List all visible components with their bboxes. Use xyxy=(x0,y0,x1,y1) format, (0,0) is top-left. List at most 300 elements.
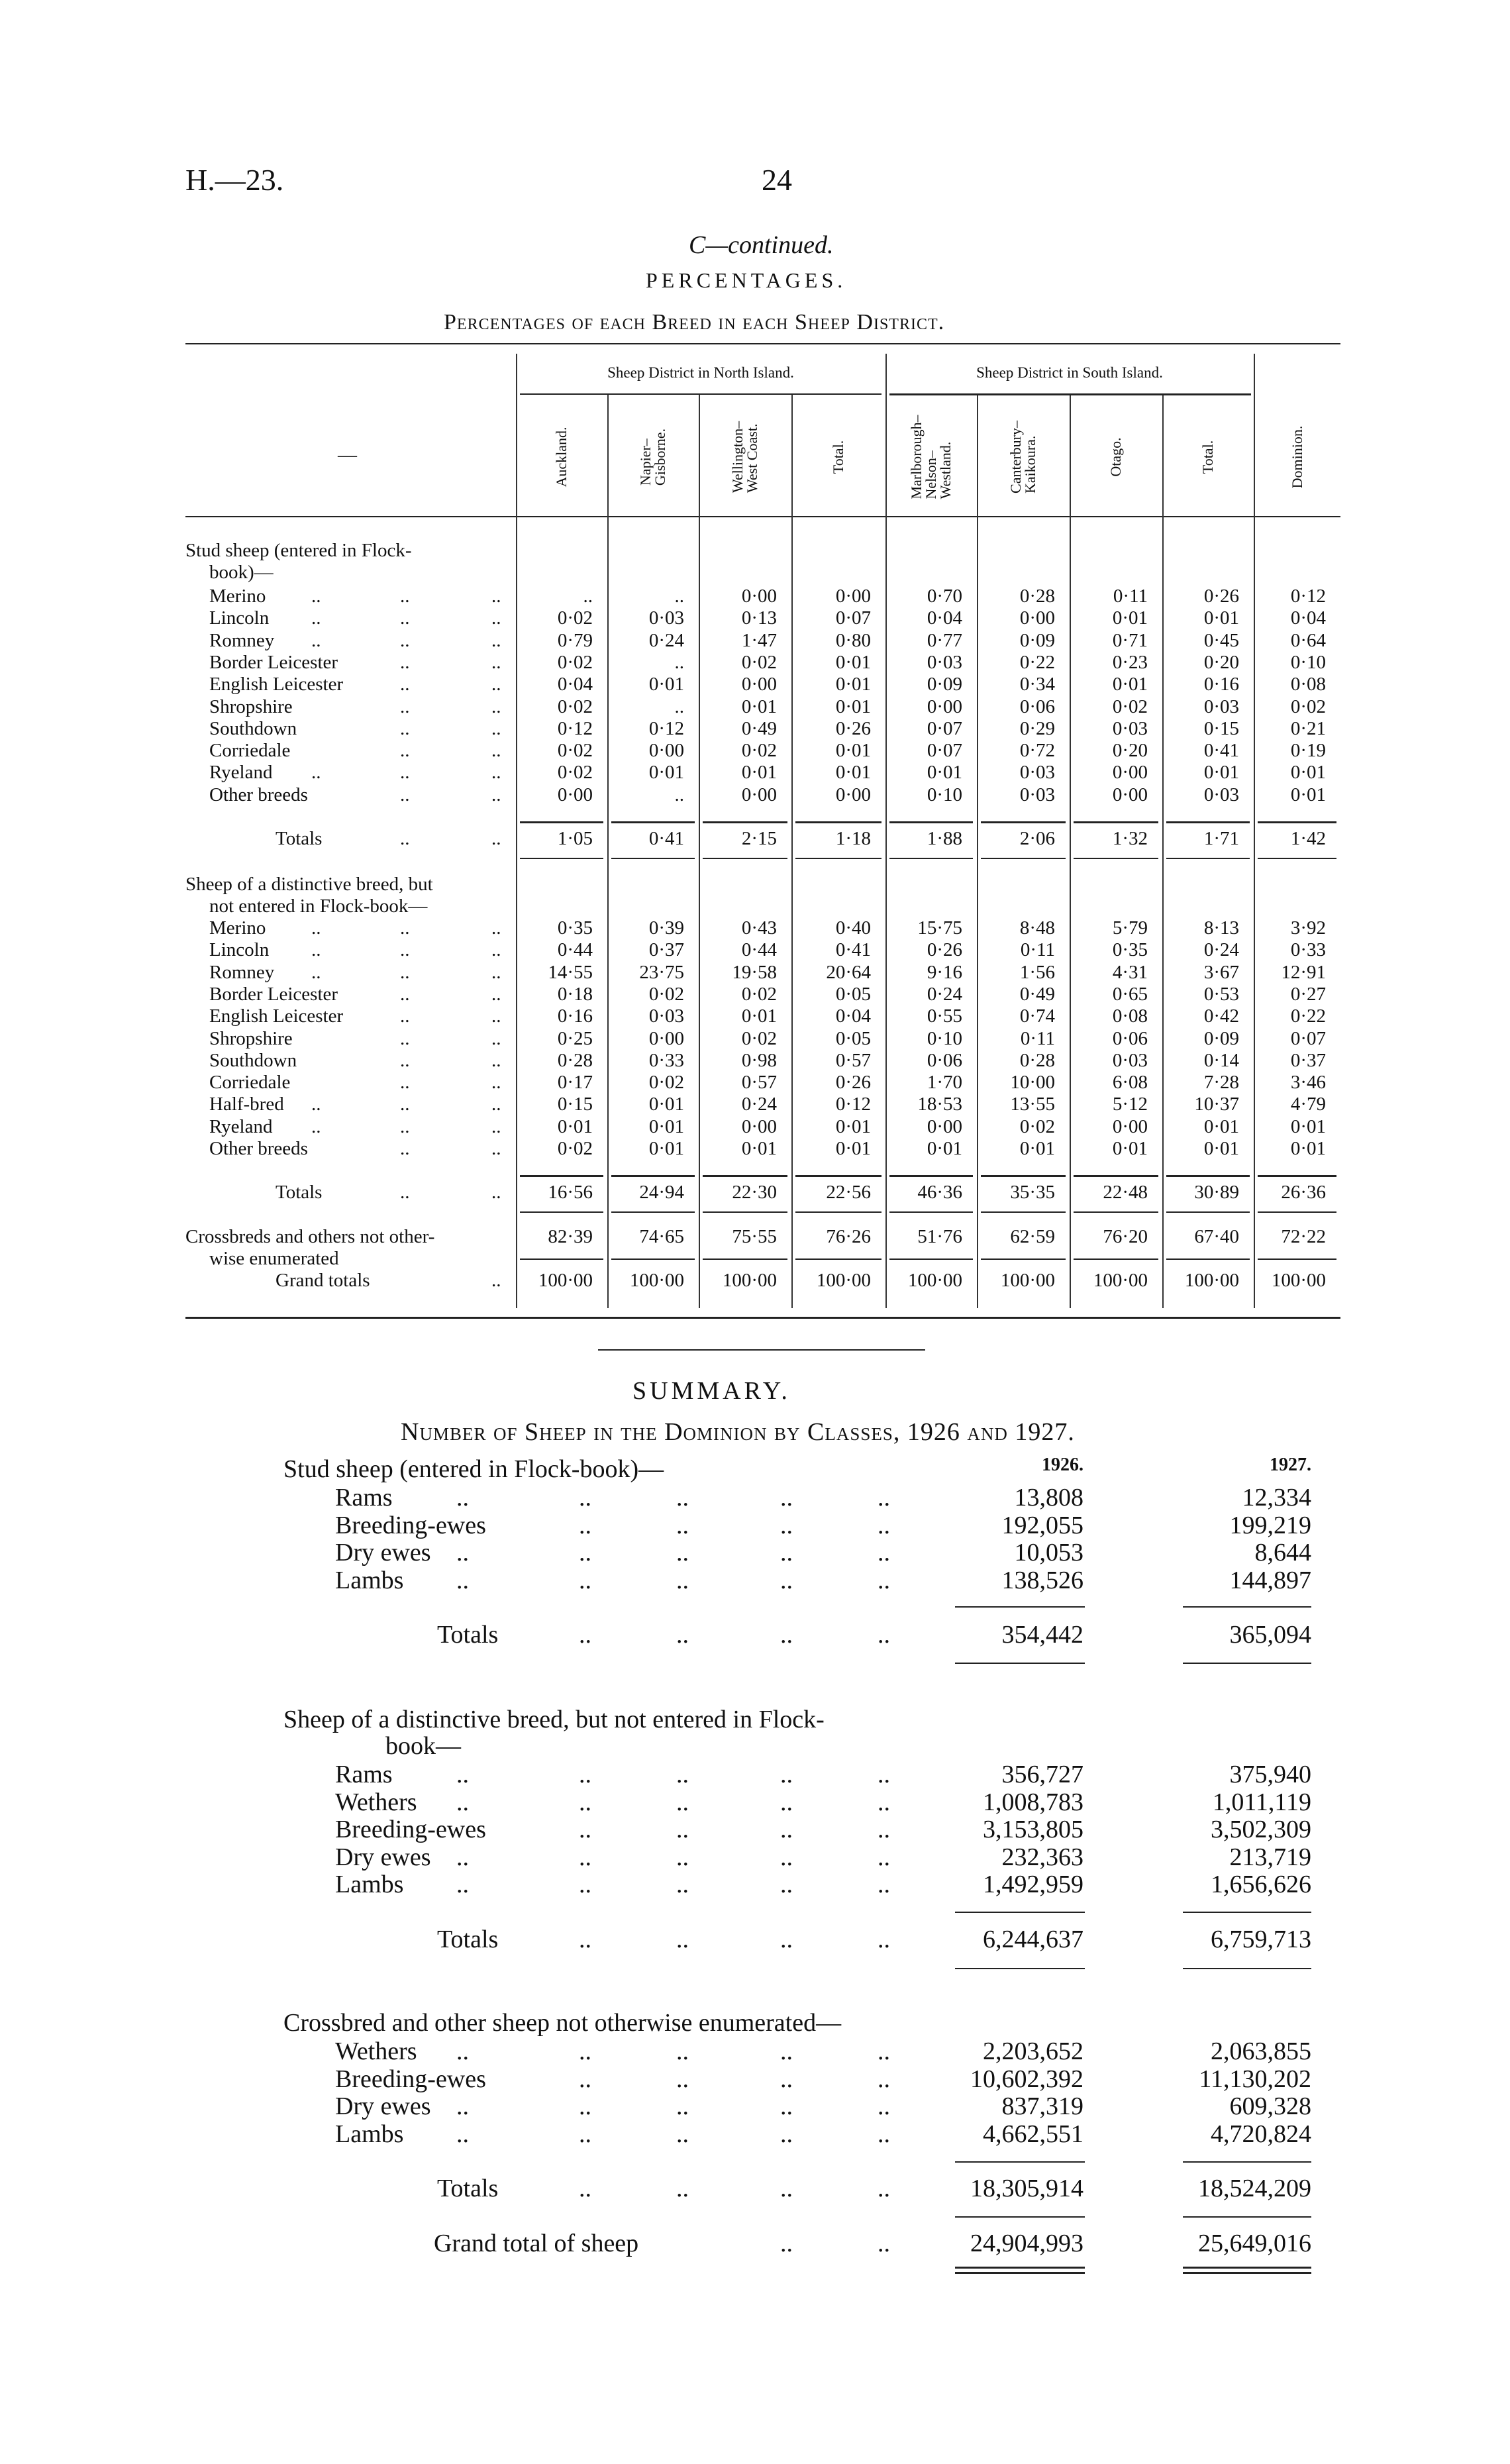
year-1926: 1926. xyxy=(1042,1455,1083,1475)
cell-value: 0·01 xyxy=(741,1138,777,1159)
cell-value: 22·30 xyxy=(732,1182,777,1203)
cell-value: 0·16 xyxy=(1203,674,1239,695)
cell-value: 0·02 xyxy=(1112,695,1148,717)
cell-value: 15·75 xyxy=(917,917,962,939)
rule xyxy=(1166,1211,1250,1213)
value-1926: 232,363 xyxy=(1001,1843,1083,1871)
leader-dots: .. xyxy=(491,784,501,805)
leader-dots: .. xyxy=(780,2120,793,2148)
cell-value: 0·17 xyxy=(557,1072,593,1094)
leader-dots: .. xyxy=(400,586,410,607)
rule xyxy=(611,1211,695,1213)
rule xyxy=(889,821,973,823)
cell-value: 0·06 xyxy=(1112,1027,1148,1049)
cell-value: 0·07 xyxy=(927,717,962,739)
cell-value: .. xyxy=(674,651,684,673)
cell-value: 0·33 xyxy=(1290,939,1326,961)
column-header: Wellington– West Coast. xyxy=(729,421,760,493)
cell-value: 0·41 xyxy=(835,939,871,961)
cell-value: 0·03 xyxy=(1019,762,1055,784)
cell-value: 0·01 xyxy=(1112,607,1148,629)
cell-value: 3·67 xyxy=(1203,961,1239,983)
cell-value: 0·22 xyxy=(1019,651,1055,673)
rule xyxy=(1183,1912,1311,1913)
cell-value: 0·00 xyxy=(927,695,962,717)
cell-value: 0·49 xyxy=(741,717,777,739)
cell-value: 0·26 xyxy=(1203,586,1239,607)
cell-value: 0·77 xyxy=(927,629,962,651)
cell-value: 0·12 xyxy=(1290,586,1326,607)
row-label: Lincoln xyxy=(209,607,270,629)
leader-dots: .. xyxy=(311,917,321,939)
value-1926: 3,153,805 xyxy=(983,1816,1083,1843)
cell-value: 0·11 xyxy=(1113,586,1148,607)
cell-value: 0·98 xyxy=(741,1049,777,1071)
rule xyxy=(795,1175,881,1177)
section-heading: not entered in Flock-book— xyxy=(209,896,428,917)
cell-value: 0·11 xyxy=(1020,939,1055,961)
leader-dots: .. xyxy=(579,1621,591,1649)
divider xyxy=(598,1349,925,1351)
cell-value: 0·01 xyxy=(648,1094,684,1115)
leader-dots: .. xyxy=(579,1816,591,1843)
leader-dots: .. xyxy=(676,1925,689,1953)
totals-label: Totals xyxy=(437,2175,499,2202)
leader-dots: .. xyxy=(878,1484,890,1512)
rule xyxy=(703,858,787,859)
leader-dots: .. xyxy=(780,2175,793,2202)
row-label: English Leicester xyxy=(209,674,344,695)
value-1926: 1,492,959 xyxy=(983,1871,1083,1898)
row-label: Border Leicester xyxy=(209,651,338,673)
cell-value: 0·22 xyxy=(1290,1005,1326,1027)
cell-value: 67·40 xyxy=(1194,1226,1239,1247)
leader-dots: .. xyxy=(676,2120,689,2148)
value-1926: 18,305,914 xyxy=(970,2175,1083,2202)
leader-dots: .. xyxy=(456,1761,469,1788)
leader-dots: .. xyxy=(780,2065,793,2093)
cell-value: 35·35 xyxy=(1010,1182,1055,1203)
section-heading: Sheep of a distinctive breed, but not entered in Flock- xyxy=(283,1706,825,1733)
cell-value: 0·01 xyxy=(1290,1115,1326,1137)
cell-value: 0·01 xyxy=(835,1115,871,1137)
rule xyxy=(1258,821,1336,823)
leader-dots: .. xyxy=(878,2230,890,2257)
rule xyxy=(955,2267,1085,2269)
cell-value: 0·37 xyxy=(1290,1049,1326,1071)
cell-value: 0·01 xyxy=(648,1138,684,1159)
leader-dots: .. xyxy=(878,1539,890,1566)
row-label: Dry ewes xyxy=(335,2092,431,2120)
cell-value: 0·71 xyxy=(1112,629,1148,651)
leader-dots: .. xyxy=(491,983,501,1005)
row-label: Romney xyxy=(209,961,275,983)
cell-value: 1·42 xyxy=(1290,828,1326,849)
row-label: Shropshire xyxy=(209,695,293,717)
cell-value: 0·00 xyxy=(927,1115,962,1137)
rule xyxy=(1074,858,1158,859)
column-header: Total. xyxy=(1199,440,1216,474)
rule xyxy=(1183,1968,1311,1969)
row-label: Merino xyxy=(209,917,266,939)
cell-value: 100·00 xyxy=(722,1270,777,1291)
cell-value: 0·02 xyxy=(741,740,777,762)
leader-dots: .. xyxy=(676,1621,689,1649)
cell-value: 0·01 xyxy=(1203,762,1239,784)
cell-value: 0·24 xyxy=(648,629,684,651)
cell-value: 0·07 xyxy=(1290,1027,1326,1049)
cell-value: 24·94 xyxy=(639,1182,684,1203)
leader-dots: .. xyxy=(456,1539,469,1566)
leader-dots: .. xyxy=(491,762,501,784)
value-1926: 2,203,652 xyxy=(983,2037,1083,2065)
leader-dots: .. xyxy=(400,1138,410,1159)
row-label: Wethers xyxy=(335,2037,417,2065)
section-heading: Stud sheep (entered in Flock-book)— xyxy=(283,1455,664,1483)
leader-dots: .. xyxy=(400,607,410,629)
cell-value: 0·04 xyxy=(927,607,962,629)
cell-value: 0·01 xyxy=(835,762,871,784)
cell-value: 0·57 xyxy=(835,1049,871,1071)
cell-value: 0·55 xyxy=(927,1005,962,1027)
cell-value: 6·08 xyxy=(1112,1072,1148,1094)
leader-dots: .. xyxy=(491,917,501,939)
rule xyxy=(795,1258,881,1260)
leader-dots: .. xyxy=(780,1566,793,1594)
cell-value: 0·14 xyxy=(1203,1049,1239,1071)
cell-value: 0·53 xyxy=(1203,983,1239,1005)
group-south: Sheep District in South Island. xyxy=(976,364,1163,381)
cell-value: 0·12 xyxy=(557,717,593,739)
cell-value: 10·00 xyxy=(1010,1072,1055,1094)
cell-value: 100·00 xyxy=(907,1270,962,1291)
cell-value: 0·21 xyxy=(1290,717,1326,739)
value-1927: 4,720,824 xyxy=(1211,2120,1311,2148)
cell-value: 5·79 xyxy=(1112,917,1148,939)
cell-value: 0·20 xyxy=(1112,740,1148,762)
cell-value: 82·39 xyxy=(548,1226,593,1247)
leader-dots: .. xyxy=(676,1788,689,1816)
leader-dots: .. xyxy=(491,1005,501,1027)
cell-value: 0·02 xyxy=(557,607,593,629)
cell-value: 0·72 xyxy=(1019,740,1055,762)
cell-value: 0·45 xyxy=(1203,629,1239,651)
rule xyxy=(1183,2161,1311,2163)
cell-value: 0·26 xyxy=(927,939,962,961)
cell-value: 1·70 xyxy=(927,1072,962,1094)
value-1927: 12,334 xyxy=(1242,1484,1311,1512)
leader-dots: .. xyxy=(780,1925,793,1953)
leader-dots: .. xyxy=(878,1788,890,1816)
cell-value: 0·26 xyxy=(835,717,871,739)
rule xyxy=(1166,858,1250,859)
cell-value: 0·41 xyxy=(648,828,684,849)
rule xyxy=(1258,858,1336,859)
cell-value: 1·47 xyxy=(741,629,777,651)
cell-value: 0·65 xyxy=(1112,983,1148,1005)
totals-label: Totals xyxy=(276,1182,323,1203)
row-label: Other breeds xyxy=(209,784,308,805)
cell-value: 72·22 xyxy=(1281,1226,1326,1247)
leader-dots: .. xyxy=(878,1925,890,1953)
cell-value: 100·00 xyxy=(629,1270,684,1291)
cell-value: 0·02 xyxy=(648,1072,684,1094)
section-heading: Crossbred and other sheep not otherwise enumerated— xyxy=(283,2009,842,2037)
column-header: Auckland. xyxy=(553,427,570,488)
value-1926: 837,319 xyxy=(1001,2092,1083,2120)
column-divider xyxy=(1070,395,1071,1308)
rule xyxy=(520,1175,603,1177)
cell-value: 0·02 xyxy=(741,1027,777,1049)
value-1926: 10,602,392 xyxy=(970,2065,1083,2093)
rule xyxy=(1258,1258,1336,1260)
rule xyxy=(1183,1663,1311,1664)
cell-value: 100·00 xyxy=(1184,1270,1239,1291)
cell-value: 0·26 xyxy=(835,1072,871,1094)
cell-value: 0·01 xyxy=(1290,1138,1326,1159)
cell-value: 0·10 xyxy=(927,1027,962,1049)
value-1927: 3,502,309 xyxy=(1211,1816,1311,1843)
rule xyxy=(795,1211,881,1213)
value-1927: 11,130,202 xyxy=(1199,2065,1311,2093)
column-header: Napier– Gisborne. xyxy=(637,428,668,486)
leader-dots: .. xyxy=(400,651,410,673)
rule xyxy=(889,1258,973,1260)
cell-value: 0·00 xyxy=(648,740,684,762)
leader-dots: .. xyxy=(456,1871,469,1898)
rule xyxy=(1166,1175,1250,1177)
rule xyxy=(185,1317,1340,1319)
cell-value: 0·49 xyxy=(1019,983,1055,1005)
cell-value: 0·01 xyxy=(741,762,777,784)
cell-value: 3·46 xyxy=(1290,1072,1326,1094)
cell-value: 0·40 xyxy=(835,917,871,939)
leader-dots: .. xyxy=(878,1816,890,1843)
cell-value: 1·32 xyxy=(1112,828,1148,849)
rule xyxy=(611,821,695,823)
cell-value: 76·20 xyxy=(1103,1226,1148,1247)
rule xyxy=(889,1211,973,1213)
row-label: Wethers xyxy=(335,1788,417,1816)
value-1926: 192,055 xyxy=(1001,1511,1083,1539)
leader-dots: .. xyxy=(878,1566,890,1594)
value-1926: 354,442 xyxy=(1001,1621,1083,1649)
cell-value: 19·58 xyxy=(732,961,777,983)
cell-value: .. xyxy=(674,784,684,805)
cell-value: 0·01 xyxy=(557,1115,593,1137)
cell-value: 0·03 xyxy=(1112,1049,1148,1071)
page-reference: H.—23. xyxy=(185,163,284,197)
leader-dots: .. xyxy=(878,1843,890,1871)
leader-dots: .. xyxy=(400,1115,410,1137)
leader-dots: .. xyxy=(878,1621,890,1649)
cell-value: 0·11 xyxy=(1020,1027,1055,1049)
leader-dots: .. xyxy=(579,1788,591,1816)
leader-dots: .. xyxy=(400,784,410,805)
rule xyxy=(1183,2216,1311,2218)
leader-dots: .. xyxy=(491,1270,501,1291)
cell-value: 0·01 xyxy=(835,1138,871,1159)
cell-value: 0·01 xyxy=(927,1138,962,1159)
column-divider xyxy=(1162,395,1164,1308)
row-label: Breeding-ewes xyxy=(335,1816,486,1843)
leader-dots: .. xyxy=(780,1511,793,1539)
value-1926: 1,008,783 xyxy=(983,1788,1083,1816)
leader-dots: .. xyxy=(780,1843,793,1871)
cell-value: 0·08 xyxy=(1290,674,1326,695)
cell-value: 0·00 xyxy=(648,1027,684,1049)
cell-value: 0·01 xyxy=(1203,1115,1239,1137)
cell-value: 1·88 xyxy=(927,828,962,849)
cell-value: 0·03 xyxy=(1203,695,1239,717)
cell-value: 1·18 xyxy=(835,828,871,849)
row-label: Lambs xyxy=(335,1871,404,1898)
rule xyxy=(955,1663,1085,1664)
leader-dots: .. xyxy=(780,1871,793,1898)
leader-dots: .. xyxy=(456,1566,469,1594)
value-1926: 6,244,637 xyxy=(983,1925,1083,1953)
cell-value: 1·05 xyxy=(557,828,593,849)
rule xyxy=(611,858,695,859)
cell-value: 0·02 xyxy=(557,651,593,673)
cell-value: 2·06 xyxy=(1019,828,1055,849)
cell-value: 46·36 xyxy=(917,1182,962,1203)
rule xyxy=(889,393,1251,395)
leader-dots: .. xyxy=(579,2120,591,2148)
cell-value: 18·53 xyxy=(917,1094,962,1115)
column-header: Canterbury– Kaikoura. xyxy=(1007,421,1038,493)
row-label: Rams xyxy=(335,1484,393,1512)
row-label: Breeding-ewes xyxy=(335,1511,486,1539)
leader-dots: .. xyxy=(400,939,410,961)
cell-value: 20·64 xyxy=(826,961,871,983)
row-label: Rams xyxy=(335,1761,393,1788)
cell-value: 0·44 xyxy=(741,939,777,961)
cell-value: 10·37 xyxy=(1194,1094,1239,1115)
rule xyxy=(1074,1175,1158,1177)
value-1927: 18,524,209 xyxy=(1198,2175,1311,2202)
cell-value: 0·23 xyxy=(1112,651,1148,673)
value-1927: 6,759,713 xyxy=(1211,1925,1311,1953)
value-1927: 8,644 xyxy=(1254,1539,1311,1566)
value-1927: 375,940 xyxy=(1229,1761,1311,1788)
leader-dots: .. xyxy=(491,674,501,695)
value-1927: 365,094 xyxy=(1229,1621,1311,1649)
cell-value: 0·57 xyxy=(741,1072,777,1094)
cell-value: 0·09 xyxy=(1019,629,1055,651)
cell-value: 1·71 xyxy=(1203,828,1239,849)
totals-label: Totals xyxy=(437,1621,499,1649)
cell-value: 0·09 xyxy=(1203,1027,1239,1049)
cell-value: 0·01 xyxy=(1019,1138,1055,1159)
cell-value: 0·00 xyxy=(835,586,871,607)
leader-dots: .. xyxy=(780,1788,793,1816)
leader-dots: .. xyxy=(400,717,410,739)
leader-dots: .. xyxy=(878,2175,890,2202)
cell-value: 0·01 xyxy=(1290,762,1326,784)
leader-dots: .. xyxy=(579,1484,591,1512)
cell-value: 0·04 xyxy=(835,1005,871,1027)
grand-totals-label: Grand totals xyxy=(276,1270,370,1291)
crossbreds-label: Crossbreds and others not other- xyxy=(185,1226,435,1247)
row-label: Ryeland xyxy=(209,762,273,784)
cell-value: 0·01 xyxy=(1112,674,1148,695)
cell-value: 9·16 xyxy=(927,961,962,983)
cell-value: 0·01 xyxy=(1290,784,1326,805)
leader-dots: .. xyxy=(878,1871,890,1898)
cell-value: 0·01 xyxy=(1112,1138,1148,1159)
cell-value: 0·03 xyxy=(648,607,684,629)
column-header: Total. xyxy=(830,440,846,474)
cell-value: 0·35 xyxy=(557,917,593,939)
column-divider xyxy=(607,395,609,1308)
leader-dots: .. xyxy=(400,695,410,717)
cell-value: 22·56 xyxy=(826,1182,871,1203)
rule xyxy=(703,1258,787,1260)
leader-dots: .. xyxy=(878,2092,890,2120)
rule xyxy=(955,1606,1085,1608)
leader-dots: .. xyxy=(311,607,321,629)
cell-value: .. xyxy=(674,586,684,607)
cell-value: 0·15 xyxy=(557,1094,593,1115)
cell-value: 0·06 xyxy=(1019,695,1055,717)
leader-dots: .. xyxy=(311,1115,321,1137)
column-header: Dominion. xyxy=(1288,425,1305,489)
rule xyxy=(1258,1175,1336,1177)
leader-dots: .. xyxy=(676,1871,689,1898)
year-1927: 1927. xyxy=(1270,1455,1311,1475)
rule xyxy=(1166,1258,1250,1260)
rule xyxy=(955,1968,1085,1969)
cell-value: 0·02 xyxy=(648,983,684,1005)
cell-value: 0·02 xyxy=(557,1138,593,1159)
rule xyxy=(703,821,787,823)
rule xyxy=(520,1258,603,1260)
column-header: Marlborough– Nelson– Westland. xyxy=(908,415,954,499)
cell-value: 0·39 xyxy=(648,917,684,939)
cell-value: 0·00 xyxy=(1112,1115,1148,1137)
rule xyxy=(1258,1211,1336,1213)
row-label: Southdown xyxy=(209,717,297,739)
leader-dots: .. xyxy=(491,1049,501,1071)
leader-dots: .. xyxy=(676,1484,689,1512)
cell-value: 0·01 xyxy=(648,1115,684,1137)
cell-value: 0·00 xyxy=(1112,784,1148,805)
leader-dots: .. xyxy=(491,651,501,673)
cell-value: 62·59 xyxy=(1010,1226,1055,1247)
row-label: English Leicester xyxy=(209,1005,344,1027)
leader-dots: .. xyxy=(878,1761,890,1788)
leader-dots: .. xyxy=(579,1566,591,1594)
cell-value: 7·28 xyxy=(1203,1072,1239,1094)
leader-dots: .. xyxy=(456,2092,469,2120)
cell-value: 0·12 xyxy=(648,717,684,739)
cell-value: 1·56 xyxy=(1019,961,1055,983)
row-label: Ryeland xyxy=(209,1115,273,1137)
cell-value: 0·24 xyxy=(927,983,962,1005)
leader-dots: .. xyxy=(780,2230,793,2257)
rule xyxy=(703,1175,787,1177)
cell-value: 0·03 xyxy=(1203,784,1239,805)
cell-value: 0·19 xyxy=(1290,740,1326,762)
cell-value: 0·41 xyxy=(1203,740,1239,762)
cell-value: 0·03 xyxy=(1112,717,1148,739)
rule xyxy=(1074,1258,1158,1260)
cell-value: 0·28 xyxy=(1019,1049,1055,1071)
cell-value: 0·33 xyxy=(648,1049,684,1071)
cell-value: 0·02 xyxy=(1290,695,1326,717)
cell-value: 0·42 xyxy=(1203,1005,1239,1027)
